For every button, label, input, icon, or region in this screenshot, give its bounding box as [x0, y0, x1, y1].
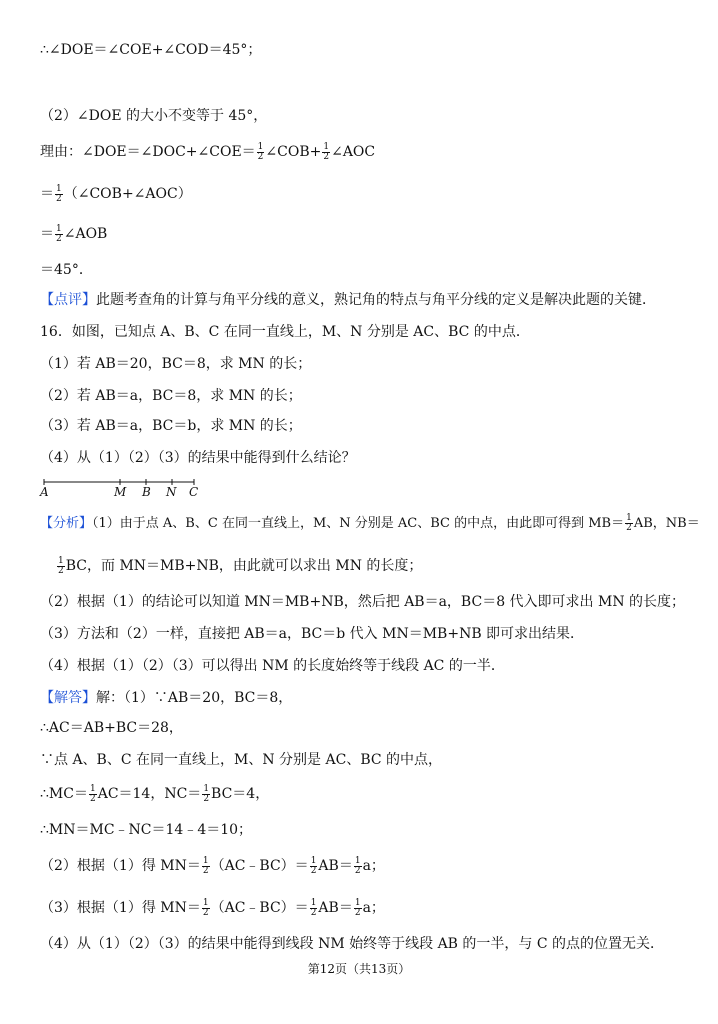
- question-part-4: （4）从（1）（2）（3）的结果中能得到什么结论？: [40, 450, 356, 466]
- fraction-half: $\frac{1}{2}$: [202, 855, 209, 876]
- fraction-half: $\frac{1}{2}$: [354, 897, 361, 918]
- point-n-label: N: [166, 485, 177, 499]
- fraction-half: $\frac{1}{2}$: [56, 223, 62, 244]
- text-line: （2）∠DOE 的大小不变等于 45°，: [40, 108, 268, 124]
- fraction-half: $\frac{1}{2}$: [89, 783, 96, 804]
- fraction-half: $\frac{1}{2}$: [202, 897, 209, 918]
- fraction-half: $\frac{1}{2}$: [203, 783, 210, 804]
- fraction-half: $\frac{1}{2}$: [310, 855, 317, 876]
- dianping-line: 【点评】此题考查角的计算与角平分线的意义，熟记角的特点与角平分线的定义是解决此题的关键．: [40, 292, 656, 308]
- fenxi-tag: 【分析】: [40, 516, 93, 531]
- line-segment-figure: [36, 474, 206, 500]
- solution-line: （4）从（1）（2）（3）的结果中能得到线段 NM 始终等于线段 AB 的一半，与 C 的点的位置无关．: [40, 936, 665, 952]
- text-line: ∴∠DOE＝∠COE+∠COD＝45°；: [40, 42, 262, 58]
- fraction-half: $\frac{1}{2}$: [323, 141, 330, 162]
- fraction-half: $\frac{1}{2}$: [257, 141, 264, 162]
- fraction-half: $\frac{1}{2}$: [58, 555, 64, 576]
- question-part-3: （3）若 AB＝a，BC＝b，求 MN 的长；: [40, 418, 302, 434]
- page-footer: 第12页（共13页）: [307, 962, 411, 976]
- point-b-label: B: [142, 485, 151, 499]
- fraction-half: $\frac{1}{2}$: [56, 183, 62, 204]
- point-a-label: A: [40, 485, 49, 499]
- solution-line: ∴MC＝ $\frac{1}{2}$ AC＝14，NC＝ $\frac{1}{2}$ BC＝4，: [40, 783, 270, 804]
- text-line: ＝ $\frac{1}{2}$ （∠COB+∠AOC）: [40, 183, 192, 204]
- solution-line: （2）根据（1）得 MN＝ $\frac{1}{2}$ （AC﹣BC）＝ $\frac{1}{2}$ AB＝ $\frac{1}{2}$ a；: [40, 855, 385, 876]
- dianping-tag: 【点评】: [40, 292, 96, 308]
- text-line: 理由：∠DOE＝∠DOC+∠COE＝ $\frac{1}{2}$ ∠COB+ $\frac{1}{2}$ ∠AOC: [40, 141, 376, 162]
- solution-line: ∵点 A、B、C 在同一直线上，M、N 分别是 AC、BC 的中点，: [40, 752, 443, 768]
- jieda-tag: 【解答】: [40, 690, 96, 706]
- jieda-line-1: 【解答】解：（1）∵AB＝20，BC＝8，: [40, 690, 293, 706]
- point-m-label: M: [114, 485, 127, 499]
- fenxi-line-4: （4）根据（1）（2）（3）可以得出 NM 的长度始终等于线段 AC 的一半．: [40, 658, 505, 674]
- fenxi-line-2: （2）根据（1）的结论可以知道 MN＝MB+NB，然后把 AB＝a，BC＝8 代入即可求出 MN 的长度；: [40, 594, 686, 610]
- point-c-label: C: [189, 485, 199, 499]
- solution-line: ∴MN＝MC﹣NC＝14﹣4＝10；: [40, 822, 253, 838]
- solution-line: ∴AC＝AB+BC＝28，: [40, 720, 183, 736]
- fraction-half: $\frac{1}{2}$: [354, 855, 361, 876]
- fenxi-line-3: （3）方法和（2）一样，直接把 AB＝a，BC＝b 代入 MN＝MB+NB 即可求出结果．: [40, 626, 585, 642]
- text-line: ＝45°．: [40, 262, 93, 278]
- fraction-half: $\frac{1}{2}$: [626, 513, 632, 533]
- text-line: ＝ $\frac{1}{2}$ ∠AOB: [40, 223, 108, 244]
- fenxi-line-1: 【分析】（1）由于点 A、B、C 在同一直线上，M、N 分别是 AC、BC 的中点，由此即可得到 MB＝ $\frac{1}{2}$ AB，NB＝: [40, 513, 700, 533]
- solution-line: （3）根据（1）得 MN＝ $\frac{1}{2}$ （AC﹣BC）＝ $\frac{1}{2}$ AB＝ $\frac{1}{2}$ a；: [40, 897, 385, 918]
- question-16: 16．如图，已知点 A、B、C 在同一直线上，M、N 分别是 AC、BC 的中点．: [40, 324, 530, 340]
- fenxi-line-1-cont: $\frac{1}{2}$ BC，而 MN＝MB+NB，由此就可以求出 MN 的长度；: [58, 555, 423, 576]
- question-part-2: （2）若 AB＝a，BC＝8，求 MN 的长；: [40, 388, 302, 404]
- fraction-half: $\frac{1}{2}$: [310, 897, 317, 918]
- question-part-1: （1）若 AB＝20，BC＝8，求 MN 的长；: [40, 356, 312, 372]
